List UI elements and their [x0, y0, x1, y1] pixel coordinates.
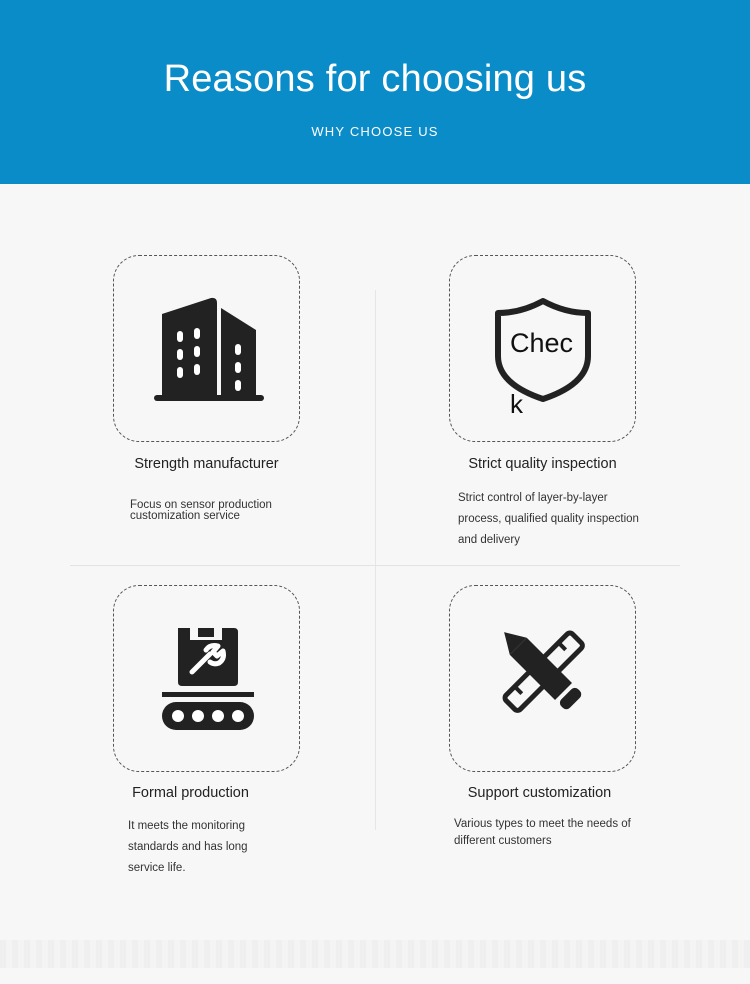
page-subtitle: WHY CHOOSE US: [311, 124, 439, 139]
desc-line: and delivery: [458, 534, 521, 546]
page-title: Reasons for choosing us: [163, 58, 587, 100]
conveyor-wrench-icon: [114, 586, 301, 773]
footer-band: [0, 940, 750, 968]
feature-title-customization: Support customization: [467, 785, 612, 801]
header-banner: [0, 0, 750, 184]
desc-line: Focus on sensor production: [130, 499, 272, 511]
desc-line: customization service: [130, 510, 240, 522]
feature-icon-box-quality: [449, 255, 636, 442]
desc-line: process, qualified quality inspection: [458, 513, 639, 525]
desc-line: Various types to meet the needs of: [454, 818, 631, 830]
desc-line: service life.: [128, 862, 186, 874]
desc-line: standards and has long: [128, 841, 248, 853]
feature-desc-production: [128, 816, 248, 879]
feature-icon-box-customization: [449, 585, 636, 772]
feature-icon-box-manufacturer: [113, 255, 300, 442]
building-icon: [114, 256, 301, 443]
feature-desc-customization: [454, 816, 631, 850]
shield-label-top: Chec: [510, 328, 574, 358]
feature-title-production: Formal production: [132, 785, 249, 801]
feature-desc-quality: [458, 488, 639, 551]
horizontal-divider: [70, 565, 680, 566]
feature-title-quality: Strict quality inspection: [468, 456, 617, 472]
feature-title-manufacturer: Strength manufacturer: [134, 456, 279, 472]
desc-line: different customers: [454, 835, 552, 847]
shield-label-bottom: k: [510, 389, 523, 419]
vertical-divider: [375, 290, 376, 830]
feature-icon-box-production: [113, 585, 300, 772]
pencil-ruler-icon: [450, 586, 637, 773]
feature-desc-manufacturer: [130, 500, 272, 522]
desc-line: Strict control of layer-by-layer: [458, 492, 608, 504]
desc-line: It meets the monitoring: [128, 820, 245, 832]
